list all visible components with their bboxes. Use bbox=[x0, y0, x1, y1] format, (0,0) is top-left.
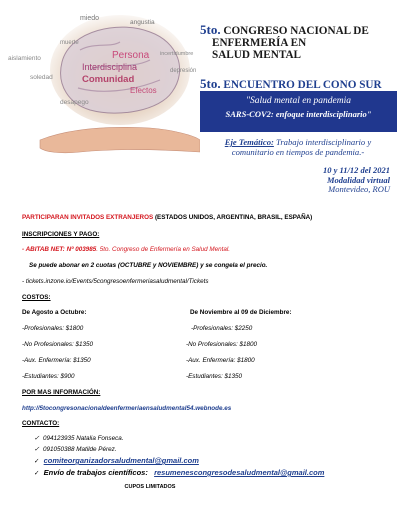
contact-item bbox=[34, 446, 116, 454]
trabajos-email-link[interactable]: resumenescongresodesaludmental@gmail.com bbox=[154, 468, 325, 477]
tema-text2: comunitario en tiempos de pandemia.- bbox=[231, 147, 365, 157]
tema-text1: Trabajo interdisciplinario y bbox=[273, 137, 372, 147]
event-date-block bbox=[240, 166, 390, 195]
encuentro-number: 5to. bbox=[200, 76, 221, 91]
event-mode: Modalidad virtual bbox=[326, 174, 390, 185]
trabajos-label: Envío de trabajos científicos: bbox=[43, 468, 148, 477]
info-heading: POR MAS INFORMACIÓN: bbox=[22, 389, 101, 396]
contact-phone-1: 094123935 Natalia Fonseca. bbox=[42, 435, 124, 442]
cost-col2-heading: De Noviembre al 09 de Diciembre: bbox=[190, 309, 292, 316]
check-icon: ✓ bbox=[34, 446, 40, 453]
banner-line1: "Salud mental en pandemia bbox=[245, 96, 352, 106]
contact-item bbox=[34, 468, 324, 477]
contact-item bbox=[34, 456, 199, 465]
word-interdisciplina: Interdisciplina bbox=[82, 62, 138, 72]
guests-countries: (ESTADOS UNIDOS, ARGENTINA, BRASIL, ESPAÑA) bbox=[153, 214, 313, 221]
contact-item bbox=[34, 435, 123, 443]
event-dates: 10 y 11/12 del 2021 bbox=[322, 165, 390, 175]
eje-tematico bbox=[198, 137, 398, 157]
word-incertidumbre: incertidumbre bbox=[160, 51, 194, 57]
info-website-link[interactable]: http://5tocongresonacionaldeenfermeriaensaludmental54.webnode.es bbox=[22, 405, 232, 412]
costos-heading: COSTOS: bbox=[22, 294, 51, 301]
word-comunidad: Comunidad bbox=[82, 74, 135, 85]
word-muerte: muerte bbox=[60, 40, 79, 46]
cost-col1-row: -Estudiantes: $900 bbox=[22, 373, 75, 380]
word-depresion: depresión bbox=[170, 68, 197, 74]
contact-email-link[interactable]: comiteorganizadorsaludmental@gmail.com bbox=[43, 456, 199, 465]
cost-col2-row: -Aux. Enfermería: $1800 bbox=[186, 357, 255, 364]
inscripciones-heading: INSCRIPCIONES Y PAGO: bbox=[22, 231, 100, 238]
congress-illustration bbox=[0, 0, 200, 162]
guests-highlight: PARTICIPARAN INVITADOS EXTRANJEROS bbox=[22, 214, 154, 221]
word-angustia: angustia bbox=[130, 19, 155, 26]
cost-col1-heading: De Agosto a Octubre: bbox=[22, 309, 87, 316]
title-line3: SALUD MENTAL bbox=[212, 49, 301, 61]
word-efectos: Efectos bbox=[130, 86, 157, 95]
word-desapego: desapego bbox=[60, 99, 89, 106]
tickets-link[interactable]: - tickets.inzone.io/Events/5congresoenfermeriasaludmental/Tickets bbox=[22, 278, 209, 285]
title-number: 5to. bbox=[200, 22, 221, 37]
cost-col2-row: -No Profesionales: $1800 bbox=[186, 341, 258, 348]
guests-line bbox=[22, 214, 392, 222]
cost-col2-row: -Profesionales: $2250 bbox=[191, 325, 253, 332]
title-line2: ENFERMERÍA EN bbox=[212, 37, 307, 49]
word-miedo: miedo bbox=[80, 15, 100, 22]
banner-line2: SARS-COV2: enfoque interdisciplinario" bbox=[225, 109, 372, 119]
contacto-heading: CONTACTO: bbox=[22, 420, 60, 427]
contact-phone-2: 091050388 Matilde Pérez. bbox=[42, 446, 117, 453]
cost-col1-row: -Aux. Enfermería: $1350 bbox=[22, 357, 91, 364]
tema-label: Eje Temático: bbox=[224, 137, 274, 147]
abitab-label: - ABITAB NET: Nº 003985 bbox=[22, 246, 97, 253]
title-line1: CONGRESO NACIONAL DE bbox=[220, 25, 369, 37]
encuentro-title bbox=[200, 76, 398, 92]
word-persona: Persona bbox=[112, 50, 150, 61]
encuentro-text: ENCUENTRO DEL CONO SUR bbox=[220, 79, 382, 91]
word-soledad: soledad bbox=[30, 74, 53, 81]
cost-col1-row: -No Profesionales: $1350 bbox=[22, 341, 94, 348]
cost-col1-row: -Profesionales: $1800 bbox=[22, 325, 84, 332]
word-aislamiento: aislamiento bbox=[8, 55, 41, 62]
check-icon: ✓ bbox=[34, 458, 40, 465]
abitab-text: . 5to. Congreso de Enfermería en Salud Mental. bbox=[96, 246, 230, 253]
abitab-line bbox=[22, 246, 392, 254]
event-place: Montevideo, ROU bbox=[328, 184, 390, 194]
cuotas-note: Se puede abonar en 2 cuotas (OCTUBRE y NOVIEMBRE) y se congela el precio. bbox=[29, 262, 268, 269]
check-icon: ✓ bbox=[34, 435, 40, 442]
cupos-limitados: CUPOS LIMITADOS bbox=[124, 484, 176, 490]
check-icon: ✓ bbox=[34, 470, 40, 477]
congress-title bbox=[200, 24, 398, 61]
theme-banner bbox=[200, 91, 397, 132]
cost-col2-row: -Estudiantes: $1350 bbox=[186, 373, 243, 380]
